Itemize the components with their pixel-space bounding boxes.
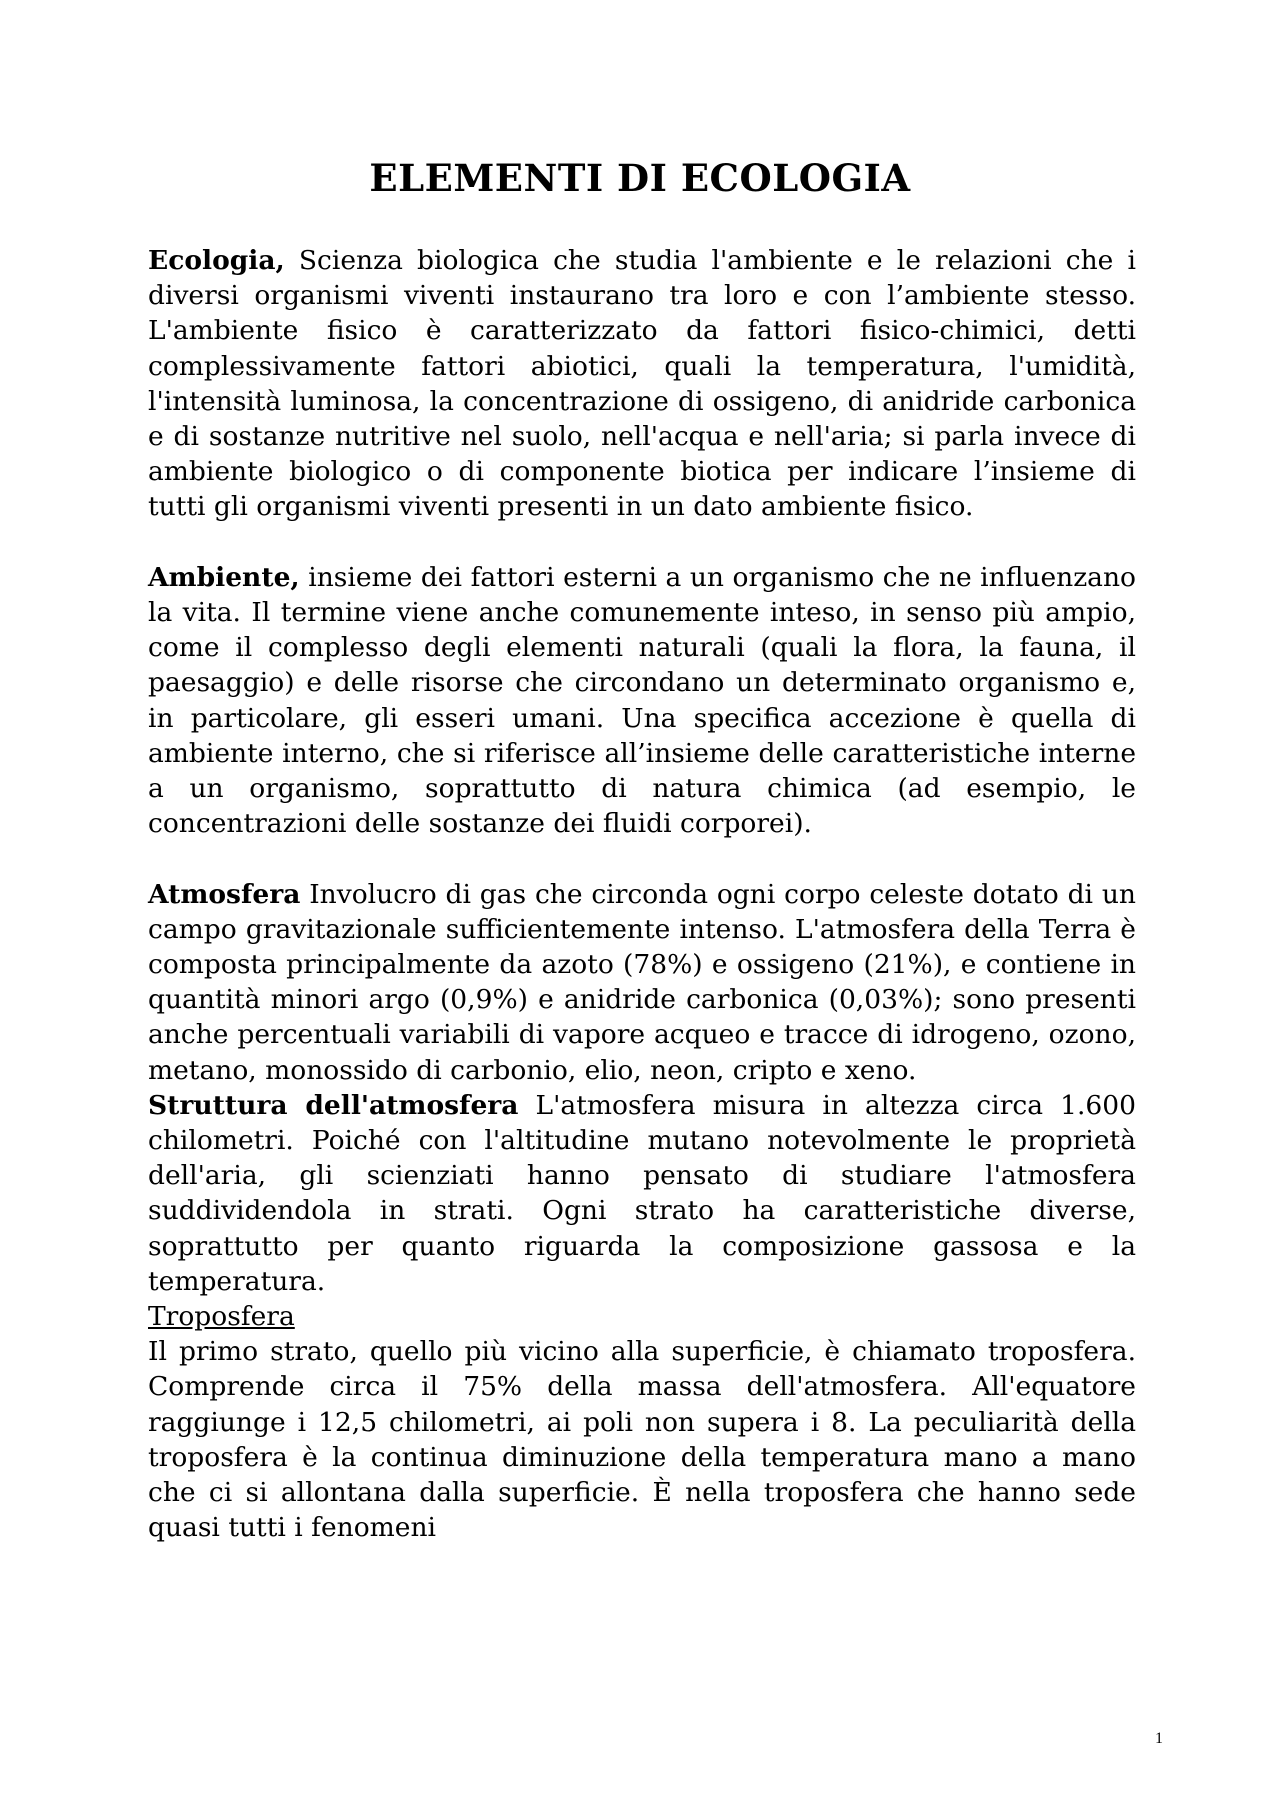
text-ecologia: Scienza biologica che studia l'ambiente e le relazioni che i diversi organismi viventi instaurano tra loro e con l’ambiente stesso. L'ambiente fisico è caratterizzato da fattori fisico-chimici, detti complessivamente fattori abiotici, quali la temperatura, l'umidità, l'intensità luminosa, la concentrazione di ossigeno, di anidride carbonica e di sostanze nutritive nel suolo, nell'acqua e nell'aria; si parla invece di ambiente biologico o di componente biotica per indicare l’insieme di tutti gli organismi viventi presenti in un dato ambiente fisico. (148, 245, 1136, 523)
term-ecologia: Ecologia, (148, 245, 285, 276)
paragraph-ecologia (148, 243, 1136, 525)
paragraph-ambiente (148, 560, 1136, 842)
paragraph-atmosfera (148, 877, 1136, 1088)
heading-troposfera (148, 1299, 1136, 1334)
text-atmosfera: Involucro di gas che circonda ogni corpo celeste dotato di un campo gravitazionale sufficientemente intenso. L'atmosfera della Terra è composta principalmente da azoto (78%) e ossigeno (21%), e contiene in quantità minori argo (0,9%) e anidride carbonica (0,03%); sono presenti anche percentuali variabili di vapore acqueo e tracce di idrogeno, ozono, metano, monossido di carbonio, elio, neon, cripto e xeno. (148, 878, 1136, 1086)
text-ambiente: insieme dei fattori esterni a un organismo che ne influenzano la vita. Il termine viene anche comunemente inteso, in senso più ampio, come il complesso degli elementi naturali (quali la flora, la fauna, il paesaggio) e delle risorse che circondano un determinato organismo e, in particolare, gli esseri umani. Una specifica accezione è quella di ambiente interno, che si riferisce all’insieme delle caratteristiche interne a un organismo, soprattutto di natura chimica (ad esempio, le concentrazioni delle sostanze dei fluidi corporei). (148, 561, 1136, 840)
document-body (148, 243, 1136, 1545)
term-atmosfera: Atmosfera (148, 878, 301, 910)
paragraph-spacer (148, 525, 1136, 560)
page-title: ELEMENTI DI ECOLOGIA (369, 156, 911, 200)
term-ambiente: Ambiente, (148, 561, 300, 593)
text-troposfera: Il primo strato, quello più vicino alla superficie, è chiamato troposfera. Comprende circa il 75% della massa dell'atmosfera. All'equatore raggiunge i 12,5 chilometri, ai poli non supera i 8. La peculiarità della troposfera è la continua diminuzione della temperatura mano a mano che ci si allontana dalla superficie. È nella troposfera che hanno sede quasi tutti i fenomeni (148, 1336, 1136, 1544)
paragraph-struttura (148, 1088, 1136, 1299)
paragraph-spacer (148, 841, 1136, 876)
troposfera-heading: Troposfera (148, 1301, 295, 1333)
page-number: 1 (1155, 1730, 1163, 1747)
text-struttura: L'atmosfera misura in altezza circa 1.600 chilometri. Poiché con l'altitudine mutano notevolmente le proprietà dell'aria, gli scienziati hanno pensato di studiare l'atmosfera suddividendola in strati. Ogni strato ha caratteristiche diverse, soprattutto per quanto riguarda la composizione gassosa e la temperatura. (148, 1089, 1136, 1297)
term-struttura: Struttura dell'atmosfera (148, 1089, 519, 1121)
paragraph-troposfera (148, 1334, 1136, 1545)
